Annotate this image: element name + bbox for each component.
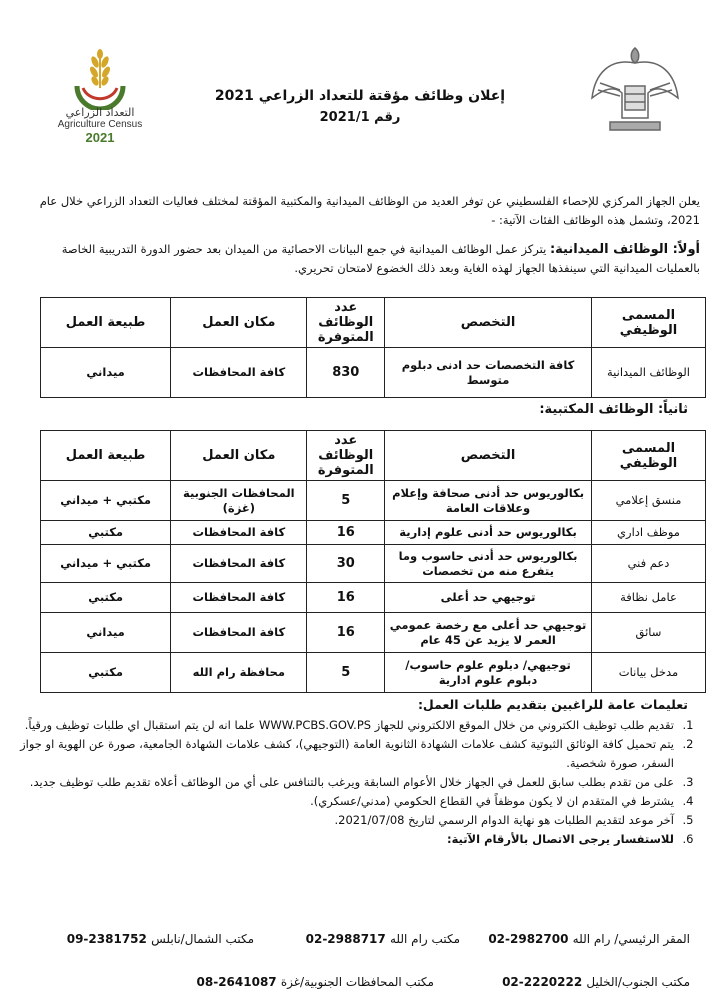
table-header-row — [41, 431, 706, 481]
announcement-title: إعلان وظائف مؤقتة للتعداد الزراعي 2021 — [214, 88, 506, 104]
job-count: 16 — [307, 583, 385, 613]
header-title: المسمى الوظيفي — [591, 298, 705, 348]
job-place: المحافظات الجنوبية (غزة) — [171, 481, 307, 521]
job-title: دعم فني — [591, 545, 705, 583]
item-number: 3. — [682, 775, 694, 789]
census-emblem-icon — [65, 48, 135, 110]
eagle-emblem-icon — [580, 38, 690, 138]
contact-phone: 02-2982700 — [488, 932, 569, 946]
table-row — [41, 521, 706, 545]
list-item — [16, 830, 702, 849]
header-count: عدد الوظائف المتوفرة — [307, 431, 385, 481]
contact-gaza-office — [197, 975, 434, 989]
job-specialization: توجيهي حد أعلى — [385, 583, 592, 613]
job-place: كافة المحافظات — [171, 545, 307, 583]
job-specialization: بكالوريوس حد أدنى علوم إدارية — [385, 521, 592, 545]
job-count: 5 — [307, 653, 385, 693]
item-number: 1. — [682, 718, 694, 732]
header-title: المسمى الوظيفي — [591, 431, 705, 481]
contact-main-office — [488, 932, 690, 946]
contact-label: مكتب رام الله — [389, 932, 460, 946]
list-item — [16, 735, 702, 773]
table-row — [41, 653, 706, 693]
item-number: 2. — [682, 737, 694, 751]
contact-ramallah-office — [306, 932, 460, 946]
job-nature: مكتبي + ميداني — [41, 545, 171, 583]
table-row — [41, 481, 706, 521]
job-count: 30 — [307, 545, 385, 583]
contact-label: مكتب الجنوب/الخليل — [586, 975, 690, 989]
field-section-description: يتركز عمل الوظائف الميدانية في جمع البيانات الاحصائية من الميدان بعد حضور الدورة التدريبية الخاصة بالعمليات الميدانية التي سينفذها الجهاز لهذه الغاية وبعد ذلك الخضوع لامتحان تحريري. — [61, 242, 700, 275]
table-row — [41, 545, 706, 583]
item-number: 4. — [682, 794, 694, 808]
contact-label: مكتب المحافظات الجنوبية/غزة — [280, 975, 434, 989]
job-nature: مكتبي — [41, 583, 171, 613]
job-place: كافة المحافظات — [171, 583, 307, 613]
office-section-heading: ثانياً: الوظائف المكتبية: — [539, 402, 688, 417]
item-text: على من تقدم بطلب سابق للعمل في الجهاز خلال الأعوام السابقة ويرغب بالتنافس على أي من الوظائف أعلاه تقديم طلب توظيف جديد. — [29, 775, 674, 789]
header-specialization: التخصص — [385, 298, 592, 348]
item-number: 5. — [682, 813, 694, 827]
contact-phone: 08-2641087 — [196, 975, 277, 989]
announcement-number: رقم 2021/1 — [319, 110, 401, 125]
job-nature: ميداني — [41, 613, 171, 653]
list-item — [16, 811, 702, 830]
contact-label: مكتب الشمال/نابلس — [151, 932, 254, 946]
job-title: منسق إعلامي — [591, 481, 705, 521]
table-header-row — [41, 298, 706, 348]
job-place: كافة المحافظات — [171, 521, 307, 545]
table-row — [41, 348, 706, 398]
job-specialization: بكالوريوس حد أدنى حاسوب وما يتفرع منه من تخصصات — [385, 545, 592, 583]
header-place: مكان العمل — [171, 431, 307, 481]
list-item — [16, 792, 702, 811]
job-specialization: كافة التخصصات حد ادنى دبلوم متوسط — [385, 348, 592, 398]
job-nature: مكتبي + ميداني — [41, 481, 171, 521]
job-count: 830 — [307, 348, 385, 398]
job-title: موظف اداري — [591, 521, 705, 545]
list-item — [16, 716, 702, 735]
field-section-heading: أولاً: الوظائف الميدانية: — [549, 242, 700, 257]
contacts-heading: للاستفسار يرجى الاتصال بالأرقام الآتية: — [446, 832, 674, 846]
item-text: يشترط في المتقدم ان لا يكون موظفاً في القطاع الحكومي (مدني/عسكري). — [310, 794, 674, 808]
logo-year: 2021 — [85, 130, 115, 145]
job-count: 5 — [307, 481, 385, 521]
contact-label: المقر الرئيسي/ رام الله — [572, 932, 690, 946]
intro-paragraph: يعلن الجهاز المركزي للإحصاء الفلسطيني عن توفر العديد من الوظائف الميدانية والمكتبية المؤقتة لمختلف فعاليات التعداد الزراعي خلال عام 2021، وتشمل هذه الوظائف الفئات الآتية: - — [39, 194, 700, 227]
job-nature: مكتبي — [41, 653, 171, 693]
instructions-heading: تعليمات عامة للراغبين بتقديم طلبات العمل: — [417, 697, 688, 712]
field-section — [20, 240, 700, 278]
contact-phone: 09-2381752 — [66, 932, 147, 946]
job-title: عامل نظافة — [591, 583, 705, 613]
logo-english-text: Agriculture Census — [57, 119, 143, 130]
header-count: عدد الوظائف المتوفرة — [307, 298, 385, 348]
job-title: سائق — [591, 613, 705, 653]
job-title: الوظائف الميدانية — [591, 348, 705, 398]
job-nature: ميداني — [41, 348, 171, 398]
palestine-emblem — [580, 38, 690, 138]
job-title: مدخل بيانات — [591, 653, 705, 693]
header-specialization: التخصص — [385, 431, 592, 481]
job-specialization: توجيهي حد أعلى مع رخصة عمومي العمر لا يزيد عن 45 عام — [385, 613, 592, 653]
job-specialization: توجيهي/ دبلوم علوم حاسوب/ دبلوم علوم ادارية — [385, 653, 592, 693]
header-nature: طبيعة العمل — [41, 298, 171, 348]
census-logo — [40, 48, 160, 148]
item-text: تقديم طلب توظيف الكتروني من خلال الموقع الالكتروني للجهاز WWW.PCBS.GOV.PS علما انه لن يتم استقبال اي طلبات توظيف ورقياً. — [24, 718, 674, 732]
header-place: مكان العمل — [171, 298, 307, 348]
job-count: 16 — [307, 613, 385, 653]
job-count: 16 — [307, 521, 385, 545]
contact-north-office — [67, 932, 254, 946]
item-text: يتم تحميل كافة الوثائق الثبوتية كشف علامات الشهادة الثانوية العامة (التوجيهي)، كشف علامات الشهادة الجامعية، صورة عن الهوية او جواز السفر، صورة شخصية. — [20, 737, 674, 770]
item-number: 6. — [682, 832, 694, 846]
list-item — [16, 773, 702, 792]
table-row — [41, 613, 706, 653]
contact-phone: 02-2988717 — [305, 932, 386, 946]
table-row — [41, 583, 706, 613]
contact-phone: 02-2220222 — [502, 975, 583, 989]
contact-south-office — [502, 975, 690, 989]
logo-arabic-text: التعداد الزراعي — [65, 106, 135, 119]
job-place: كافة المحافظات — [171, 348, 307, 398]
field-jobs-table — [40, 297, 706, 398]
office-jobs-table — [40, 430, 706, 693]
job-place: محافظة رام الله — [171, 653, 307, 693]
header-nature: طبيعة العمل — [41, 431, 171, 481]
job-specialization: بكالوريوس حد أدنى صحافة وإعلام وعلاقات العامة — [385, 481, 592, 521]
job-place: كافة المحافظات — [171, 613, 307, 653]
job-nature: مكتبي — [41, 521, 171, 545]
instructions-list — [16, 716, 702, 849]
item-text: آخر موعد لتقديم الطلبات هو نهاية الدوام الرسمي لتاريخ 2021/07/08. — [334, 813, 674, 827]
